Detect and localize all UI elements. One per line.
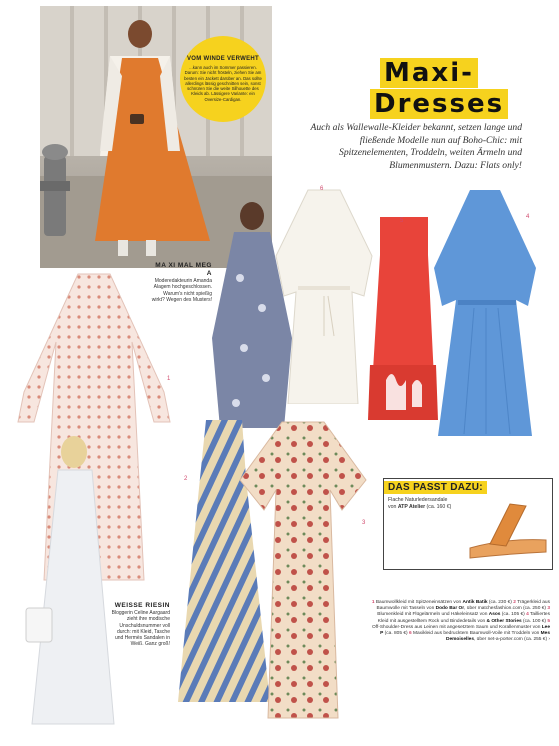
product-number-3: 3 [362,520,366,526]
page-title [374,58,530,119]
product-3-floral-dress [238,420,368,720]
accessory-desc-line1: Flache Naturledersandale [388,497,448,503]
credit-price: , über net-a-porter.com (ca. 255 €) › [474,637,550,643]
credit-number: 3 [547,606,550,612]
bubble-title: VOM WINDE VERWEHT [187,56,259,63]
credit-number: 6 [408,631,412,637]
credit-price: (ca. 105 €) [500,612,527,618]
accessory-desc-prefix: von [388,503,398,510]
product-4-blue-dress [424,188,544,438]
title-line-1: Maxi- [380,58,478,88]
credit-text: Blumenkleid mit Flügelärmeln und Häkeleinsatz von [377,612,489,618]
product-number-5: 5 [400,218,404,224]
caption-maximal-body: Moderedakteurin Amanda Alagem hochgeschlossen. Warum's nicht spießig wirkt? Wegen des Musters! [151,278,212,303]
credit-text: Baumwollkleid mit Spitzeneinsätzen von [374,600,463,605]
credit-brand: & Other Stories [486,618,522,624]
credit-brand: Asos [488,612,501,618]
credit-brand: Lee P [380,624,550,637]
credit-text: Maxikleid aus bedrucktem Baumwoll-Voile mit Troddeln von [411,631,541,637]
credit-brand: Dodo Bar Or [435,606,465,612]
sandal-image [466,500,550,562]
product-number-4: 4 [526,214,530,220]
caption-weisse-body: Bloggerin Celine Aargaard zieht ihre modische Unschuldsnummer voll durch: mit Kleid, Tasche und Hermès Sandalen in Weiß. Ganz groß! [111,610,170,648]
credit-text: Off-Shoulder-Dress aus Leinen mit angesetztem Saum und Korallenmuster von [371,624,542,630]
product-credits [370,600,550,643]
accessory-brand: ATP Atelier [397,503,426,510]
credit-price: (ca. 230 €) [487,600,514,605]
credit-text: Tailliertes Kleid mit ausgestelltem Rock und Bindedetails von [377,612,550,624]
credit-number: 1 [371,600,375,605]
street-model-white-dress [22,428,122,728]
product-number-6: 6 [320,186,324,192]
caption-weisse-heading: WEISSE RIESIN [114,602,170,609]
credit-price: (ca. 100 €) [521,618,548,624]
caption-weisse-riesin [108,602,170,648]
credit-brand: Antik Batik [462,600,488,605]
credit-price: , über matchesfashion.com (ca. 250 €) [464,606,548,612]
title-line-2: Dresses [370,89,508,119]
credit-brand: Mes Demoiselles [446,631,550,643]
accessory-price: (ca. 160 €) [425,503,452,510]
accessory-description [388,497,478,510]
bubble-body: ...kann auch im Sommer passieren. Darum: Sie nicht frösteln, ziehen Sie am besten ein Jackett darüber an. Das sollte allerdings lässig geschnitten sein, sonst schnüren Sie die weite Silhouette des Kleids ab. Lässigere Variante: ein Oversize-Cardigan. [184,65,262,102]
credit-price: (ca. 805 €) [383,631,409,637]
street-model-paisley-dress [200,198,300,428]
credit-number: 2 [513,600,516,605]
accessory-box-title: DAS PASST DAZU: [384,481,487,494]
product-number-2: 2 [184,476,188,482]
credit-number: 5 [547,618,550,624]
info-bubble [180,36,266,122]
caption-maximal-heading: MA XI MAL MEG A [155,262,212,277]
product-number-1: 1 [167,376,171,382]
lead-paragraph: Auch als Wallewalle-Kleider bekannt, setzen lange und fließende Modelle nun auf Boho-Chic: mit Spitzenelementen, Troddeln, weiten Ärmeln und Blumenmustern. Dazu: Flats only! [310,122,522,171]
caption-maximal [150,262,212,303]
credit-text: Trägerkleid aus Baumwolle mit Tasseln von [376,600,550,612]
credit-number: 4 [526,612,529,618]
